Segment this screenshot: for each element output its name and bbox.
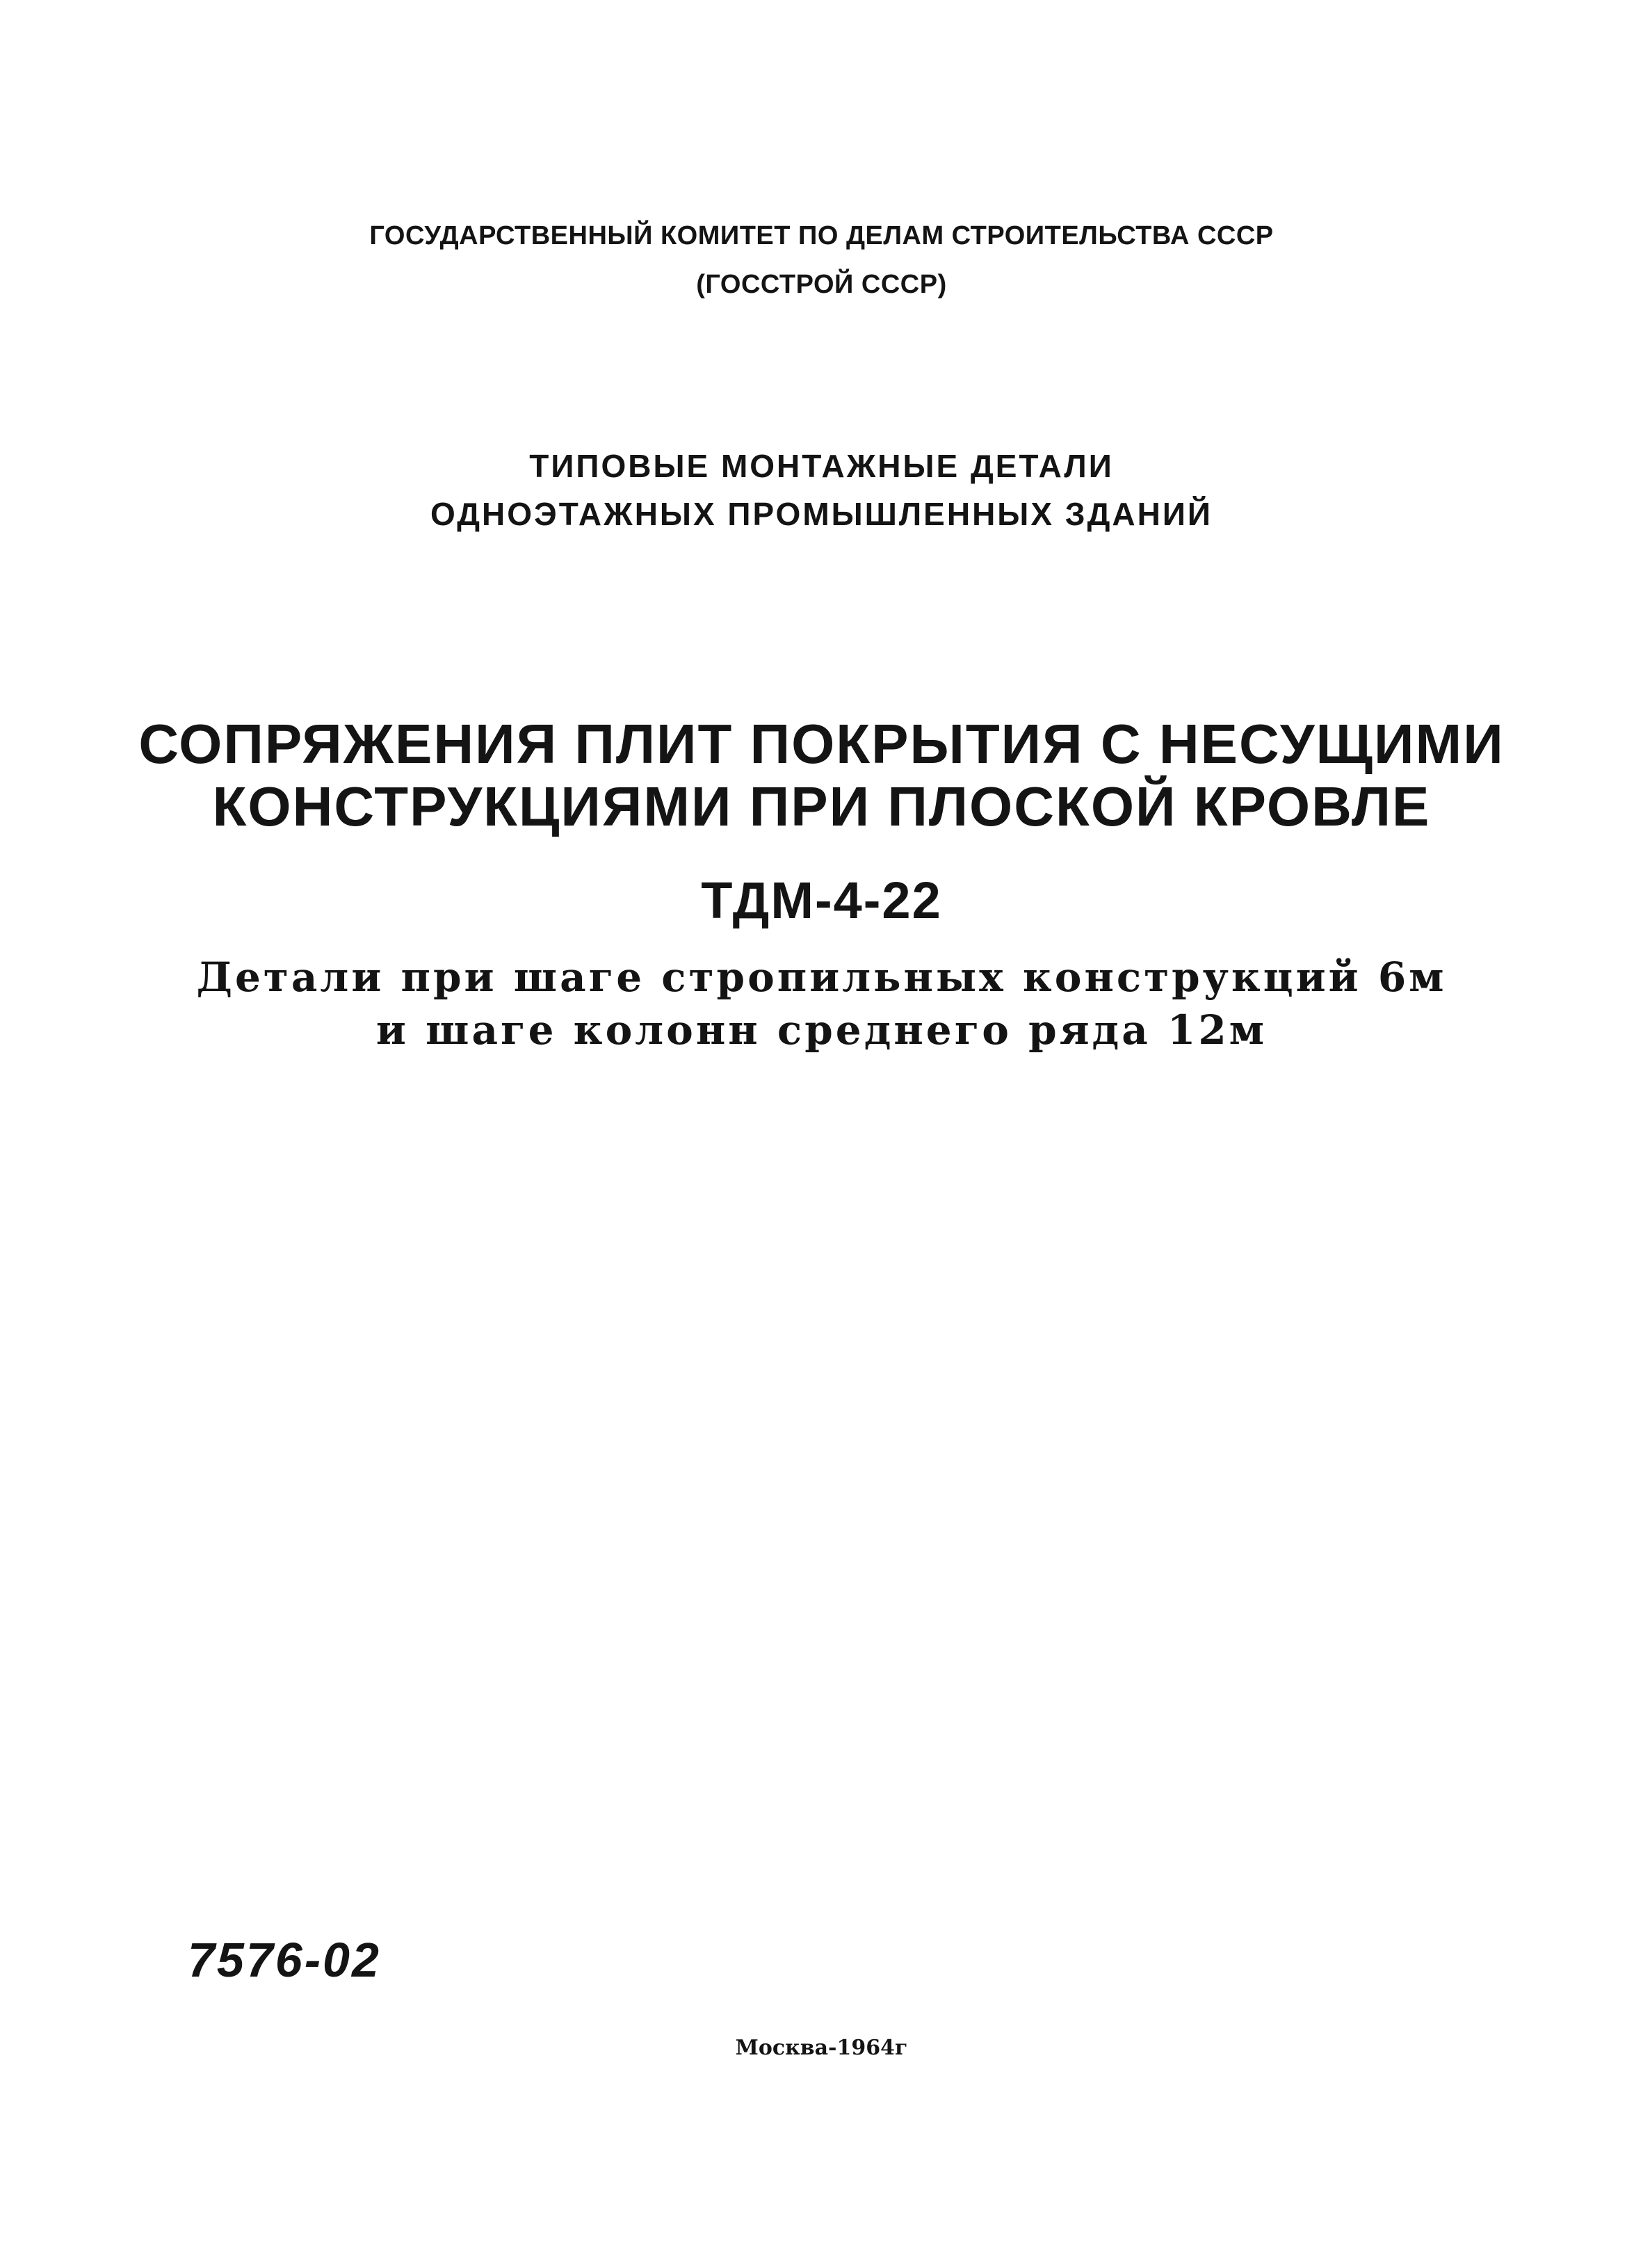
document-title-line-1: СОПРЯЖЕНИЯ ПЛИТ ПОКРЫТИЯ С НЕСУЩИМИ bbox=[138, 713, 1505, 775]
committee-abbreviation: (ГОССТРОЙ СССР) bbox=[696, 270, 947, 299]
committee-name: ГОСУДАРСТВЕННЫЙ КОМИТЕТ ПО ДЕЛАМ СТРОИТЕЛЬСТВА СССР bbox=[369, 221, 1274, 250]
document-subtitle-line-1: Детали при шаге стропильных конструкций 6м bbox=[196, 954, 1447, 1001]
document-title-line-2: КОНСТРУКЦИЯМИ ПРИ ПЛОСКОЙ КРОВЛЕ bbox=[212, 775, 1431, 837]
series-title-line-2: ОДНОЭТАЖНЫХ ПРОМЫШЛЕННЫХ ЗДАНИЙ bbox=[430, 496, 1213, 532]
publisher-city-year: Москва-1964г bbox=[735, 2036, 908, 2060]
document-code: ТДМ-4-22 bbox=[701, 871, 942, 929]
series-title-line-1: ТИПОВЫЕ МОНТАЖНЫЕ ДЕТАЛИ bbox=[529, 448, 1114, 484]
inventory-number: 7576-02 bbox=[188, 1933, 381, 1987]
document-subtitle-line-2: и шаге колонн среднего ряда 12м bbox=[375, 1006, 1268, 1054]
